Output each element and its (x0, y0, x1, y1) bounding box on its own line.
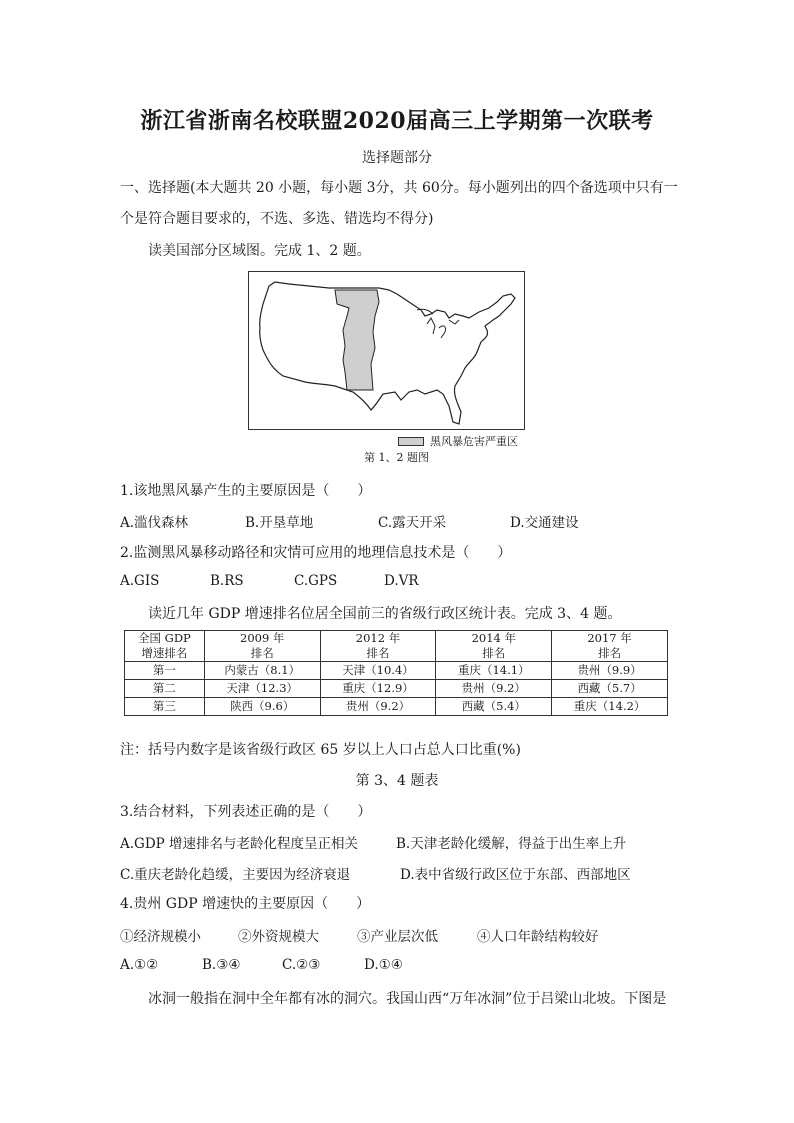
q3-option-c: C.重庆老龄化趋缓，主要因为经济衰退 (120, 867, 351, 883)
table-cell: 贵州（9.9） (552, 662, 668, 680)
table-intro: 读近几年 GDP 增速排名位居全国前三的省级行政区统计表。完成 3、4 题。 (148, 606, 622, 622)
table-caption: 第 3、4 题表 (355, 773, 439, 789)
q4-option-c: C.②③ (282, 957, 321, 973)
page-title: 浙江省浙南名校联盟2020届高三上学期第一次联考 (140, 108, 654, 134)
table-cell-rank: 第一 (125, 662, 205, 680)
table-cell: 重庆（14.1） (436, 662, 552, 680)
table-header-row (125, 631, 668, 662)
q1-stem: 1.该地黑风暴产生的主要原因是（ ） (120, 483, 372, 499)
table-cell: 西藏（5.4） (436, 698, 552, 716)
table-header-2017: 2017 年 排名 (552, 631, 668, 662)
q1-option-a: A.滥伐森林 (120, 515, 189, 531)
table-cell: 陕西（9.6） (204, 698, 320, 716)
legend-swatch (398, 437, 424, 446)
map-intro: 读美国部分区域图。完成 1、2 题。 (148, 243, 371, 259)
table-cell: 内蒙古（8.1） (204, 662, 320, 680)
q3-option-a: A.GDP 增速排名与老龄化程度呈正相关 (120, 836, 359, 852)
table-cell: 天津（12.3） (204, 680, 320, 698)
q3-option-d: D.表中省级行政区位于东部、西部地区 (400, 867, 631, 883)
us-map-figure (248, 271, 525, 430)
table-header-2014: 2014 年 排名 (436, 631, 552, 662)
q2-option-c: C.GPS (294, 573, 338, 589)
table-note: 注：括号内数字是该省级行政区 65 岁以上人口占总人口比重(%) (120, 742, 521, 758)
q4-option-a: A.①② (120, 957, 159, 973)
table-row (125, 662, 668, 680)
table-header-2009: 2009 年 排名 (204, 631, 320, 662)
q4-factor-1: ①经济规模小 (120, 929, 201, 945)
table-row (125, 680, 668, 698)
q1-option-b: B.开垦草地 (245, 515, 314, 531)
q1-option-d: D.交通建设 (510, 515, 579, 531)
q3-option-b: B.天津老龄化缓解，得益于出生率上升 (396, 836, 627, 852)
q3-stem: 3.结合材料，下列表述正确的是（ ） (120, 804, 372, 820)
table-cell-rank: 第三 (125, 698, 205, 716)
ice-cave-intro: 冰洞一般指在洞中全年都有冰的洞穴。我国山西“万年冰洞”位于吕梁山北坡。下图是 (148, 991, 667, 1007)
figure-caption: 第 1、2 题图 (364, 451, 429, 464)
table-cell: 天津（10.4） (320, 662, 436, 680)
table-cell-rank: 第二 (125, 680, 205, 698)
table-cell: 贵州（9.2） (320, 698, 436, 716)
table-cell: 重庆（14.2） (552, 698, 668, 716)
q2-option-d: D.VR (384, 573, 419, 589)
table-header-corner: 全国 GDP 增速排名 (125, 631, 205, 662)
table-cell: 重庆（12.9） (320, 680, 436, 698)
q2-option-b: B.RS (210, 573, 244, 589)
legend-label: 黑风暴危害严重区 (430, 435, 518, 448)
dust-bowl-region (335, 290, 379, 390)
q4-factor-3: ③产业层次低 (357, 929, 438, 945)
q2-stem: 2.监测黑风暴移动路径和灾情可应用的地理信息技术是（ ） (120, 545, 512, 561)
q4-factor-4: ④人口年龄结构较好 (477, 929, 599, 945)
q4-option-b: B.③④ (202, 957, 241, 973)
map-legend (398, 433, 518, 449)
us-map-outline (249, 272, 524, 429)
section-title: 选择题部分 (362, 150, 432, 166)
q2-option-a: A.GIS (120, 573, 160, 589)
q4-option-d: D.①④ (364, 957, 403, 973)
table-cell: 西藏（5.7） (552, 680, 668, 698)
table-header-2012: 2012 年 排名 (320, 631, 436, 662)
instructions-line-1: 一、选择题(本大题共 20 小题，每小题 3分，共 60分。每小题列出的四个备选项中只有一 (120, 180, 678, 196)
table-cell: 贵州（9.2） (436, 680, 552, 698)
us-outline (260, 282, 515, 424)
q4-factor-2: ②外资规模大 (238, 929, 319, 945)
instructions-line-2: 个是符合题目要求的，不选、多选、错选均不得分) (120, 211, 434, 227)
q4-stem: 4.贵州 GDP 增速快的主要原因（ ） (120, 896, 371, 912)
table-row (125, 698, 668, 716)
gdp-rank-table (124, 630, 668, 716)
q1-option-c: C.露天开采 (378, 515, 447, 531)
